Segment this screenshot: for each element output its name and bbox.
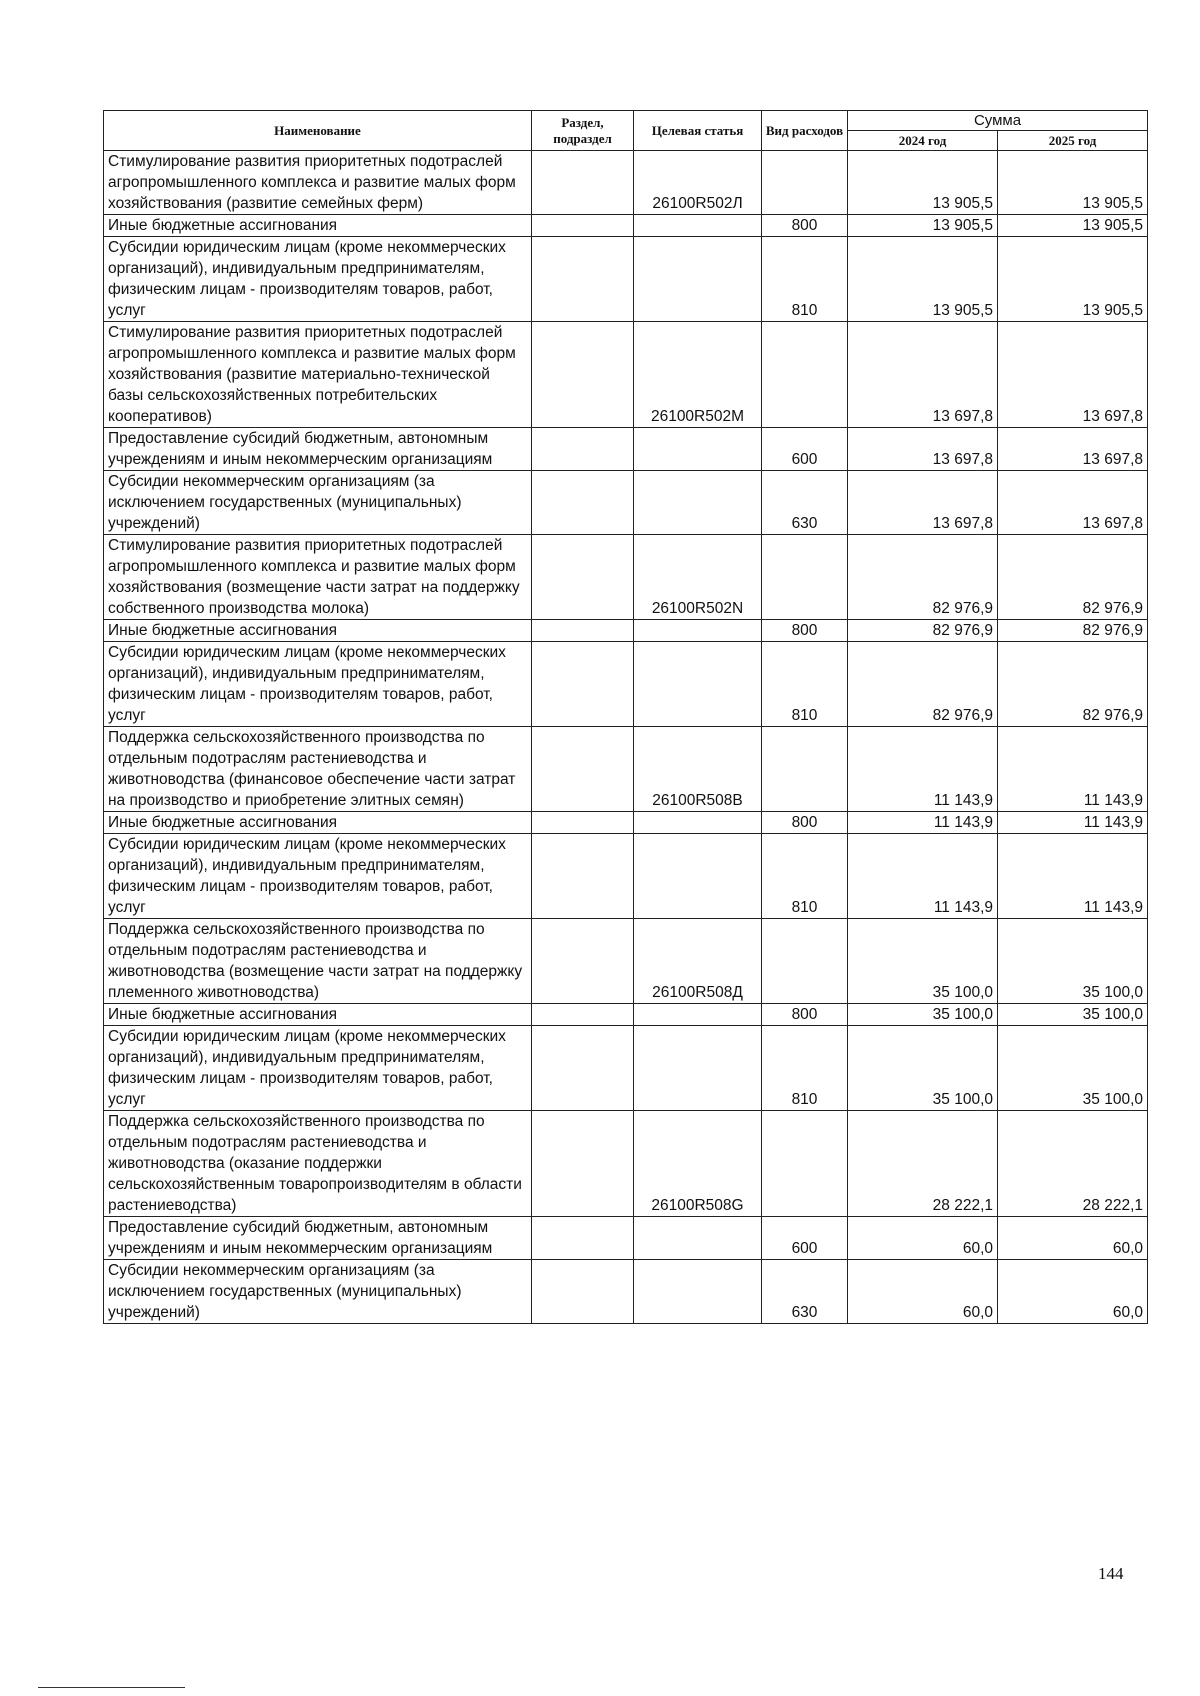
row-target-article: 26100R502М <box>634 322 762 428</box>
row-expense-type: 810 <box>762 237 848 322</box>
row-section <box>532 642 634 727</box>
row-target-article <box>634 620 762 642</box>
table-row <box>104 471 1148 535</box>
row-expense-type: 810 <box>762 1026 848 1111</box>
row-amount-2024: 82 976,9 <box>848 642 998 727</box>
row-name: Субсидии юридическим лицам (кроме некоммерческих организаций), индивидуальным предпринимателям, физическим лицам - производителям товаров, работ, услуг <box>104 1026 532 1111</box>
row-section <box>532 215 634 237</box>
row-amount-2025: 13 905,5 <box>998 215 1148 237</box>
table-header <box>104 111 1148 151</box>
row-target-article: 26100R508G <box>634 1111 762 1217</box>
row-name: Поддержка сельскохозяйственного производства по отдельным подотраслям растениеводства и животноводства (оказание поддержки сельскохозяйственным товаропроизводителям в области растениеводства) <box>104 1111 532 1217</box>
row-section <box>532 151 634 215</box>
row-target-article <box>634 834 762 919</box>
row-section <box>532 1004 634 1026</box>
row-target-article <box>634 642 762 727</box>
row-name: Субсидии некоммерческим организациям (за исключением государственных (муниципальных) учреждений) <box>104 471 532 535</box>
row-amount-2024: 82 976,9 <box>848 620 998 642</box>
row-expense-type <box>762 919 848 1004</box>
row-amount-2025: 11 143,9 <box>998 812 1148 834</box>
header-name: Наименование <box>104 111 532 151</box>
row-expense-type: 810 <box>762 834 848 919</box>
row-section <box>532 471 634 535</box>
row-name: Иные бюджетные ассигнования <box>104 215 532 237</box>
row-name: Предоставление субсидий бюджетным, автономным учреждениям и иным некоммерческим организациям <box>104 1217 532 1260</box>
row-section <box>532 237 634 322</box>
table-row <box>104 1111 1148 1217</box>
table-row <box>104 535 1148 620</box>
row-amount-2025: 28 222,1 <box>998 1111 1148 1217</box>
row-amount-2024: 13 697,8 <box>848 428 998 471</box>
header-sum: Сумма <box>848 111 1148 131</box>
table-row <box>104 642 1148 727</box>
row-target-article <box>634 428 762 471</box>
row-amount-2025: 60,0 <box>998 1260 1148 1324</box>
row-amount-2025: 82 976,9 <box>998 535 1148 620</box>
row-target-article: 26100R502Л <box>634 151 762 215</box>
row-amount-2024: 35 100,0 <box>848 919 998 1004</box>
row-target-article <box>634 812 762 834</box>
table-row <box>104 620 1148 642</box>
row-amount-2025: 13 905,5 <box>998 237 1148 322</box>
row-section <box>532 428 634 471</box>
row-section <box>532 535 634 620</box>
row-name: Иные бюджетные ассигнования <box>104 1004 532 1026</box>
row-expense-type <box>762 535 848 620</box>
row-amount-2024: 13 905,5 <box>848 237 998 322</box>
table-row <box>104 237 1148 322</box>
row-amount-2024: 13 697,8 <box>848 322 998 428</box>
row-target-article <box>634 1260 762 1324</box>
row-expense-type: 600 <box>762 1217 848 1260</box>
table-row <box>104 1026 1148 1111</box>
row-amount-2024: 35 100,0 <box>848 1004 998 1026</box>
row-expense-type <box>762 1111 848 1217</box>
row-amount-2025: 35 100,0 <box>998 919 1148 1004</box>
table-row <box>104 215 1148 237</box>
row-name: Стимулирование развития приоритетных подотраслей агропромышленного комплекса и развитие малых форм хозяйствования (развитие материально-технической базы сельскохозяйственных потребительских кооперативов) <box>104 322 532 428</box>
row-expense-type: 800 <box>762 812 848 834</box>
row-name: Поддержка сельскохозяйственного производства по отдельным подотраслям растениеводства и животноводства (финансовое обеспечение части затрат на производство и приобретение элитных семян) <box>104 727 532 812</box>
table-row <box>104 1260 1148 1324</box>
row-amount-2024: 28 222,1 <box>848 1111 998 1217</box>
row-expense-type <box>762 151 848 215</box>
row-amount-2024: 13 697,8 <box>848 471 998 535</box>
row-name: Поддержка сельскохозяйственного производства по отдельным подотраслям растениеводства и животноводства (возмещение части затрат на поддержку племенного животноводства) <box>104 919 532 1004</box>
row-amount-2025: 35 100,0 <box>998 1026 1148 1111</box>
row-name: Субсидии юридическим лицам (кроме некоммерческих организаций), индивидуальным предпринимателям, физическим лицам - производителям товаров, работ, услуг <box>104 642 532 727</box>
row-target-article <box>634 471 762 535</box>
row-amount-2025: 13 905,5 <box>998 151 1148 215</box>
row-target-article: 26100R502N <box>634 535 762 620</box>
budget-table <box>103 110 1148 1324</box>
header-year-2025: 2025 год <box>998 131 1148 151</box>
row-expense-type: 630 <box>762 1260 848 1324</box>
row-section <box>532 834 634 919</box>
row-name: Субсидии юридическим лицам (кроме некоммерческих организаций), индивидуальным предпринимателям, физическим лицам - производителям товаров, работ, услуг <box>104 237 532 322</box>
row-amount-2024: 11 143,9 <box>848 834 998 919</box>
table-row <box>104 727 1148 812</box>
row-amount-2024: 13 905,5 <box>848 151 998 215</box>
row-target-article <box>634 237 762 322</box>
row-expense-type <box>762 727 848 812</box>
row-target-article: 26100R508В <box>634 727 762 812</box>
row-amount-2025: 11 143,9 <box>998 727 1148 812</box>
row-target-article <box>634 1004 762 1026</box>
row-target-article <box>634 1217 762 1260</box>
row-amount-2024: 35 100,0 <box>848 1026 998 1111</box>
row-target-article: 26100R508Д <box>634 919 762 1004</box>
row-name: Предоставление субсидий бюджетным, автономным учреждениям и иным некоммерческим организациям <box>104 428 532 471</box>
row-expense-type <box>762 322 848 428</box>
page-number: 144 <box>1098 1564 1124 1583</box>
row-expense-type: 800 <box>762 1004 848 1026</box>
table-row <box>104 428 1148 471</box>
row-amount-2025: 60,0 <box>998 1217 1148 1260</box>
row-section <box>532 1217 634 1260</box>
row-amount-2024: 13 905,5 <box>848 215 998 237</box>
table-row <box>104 919 1148 1004</box>
row-amount-2025: 11 143,9 <box>998 834 1148 919</box>
row-name: Стимулирование развития приоритетных подотраслей агропромышленного комплекса и развитие малых форм хозяйствования (возмещение части затрат на поддержку собственного производства молока) <box>104 535 532 620</box>
row-amount-2024: 11 143,9 <box>848 727 998 812</box>
row-section <box>532 620 634 642</box>
row-name: Стимулирование развития приоритетных подотраслей агропромышленного комплекса и развитие малых форм хозяйствования (развитие семейных ферм) <box>104 151 532 215</box>
row-amount-2024: 11 143,9 <box>848 812 998 834</box>
header-target-article: Целевая статья <box>634 111 762 151</box>
row-section <box>532 812 634 834</box>
row-expense-type: 630 <box>762 471 848 535</box>
row-amount-2025: 13 697,8 <box>998 428 1148 471</box>
row-section <box>532 1026 634 1111</box>
row-amount-2025: 35 100,0 <box>998 1004 1148 1026</box>
row-name: Субсидии некоммерческим организациям (за исключением государственных (муниципальных) учреждений) <box>104 1260 532 1324</box>
row-amount-2025: 82 976,9 <box>998 642 1148 727</box>
row-section <box>532 1111 634 1217</box>
table-body <box>104 151 1148 1324</box>
table-row <box>104 151 1148 215</box>
table-row <box>104 812 1148 834</box>
row-expense-type: 600 <box>762 428 848 471</box>
table-row <box>104 834 1148 919</box>
row-expense-type: 800 <box>762 620 848 642</box>
row-expense-type: 800 <box>762 215 848 237</box>
row-section <box>532 1260 634 1324</box>
row-expense-type: 810 <box>762 642 848 727</box>
header-year-2024: 2024 год <box>848 131 998 151</box>
row-amount-2025: 82 976,9 <box>998 620 1148 642</box>
row-name: Субсидии юридическим лицам (кроме некоммерческих организаций), индивидуальным предпринимателям, физическим лицам - производителям товаров, работ, услуг <box>104 834 532 919</box>
table-row <box>104 1004 1148 1026</box>
table-row <box>104 1217 1148 1260</box>
row-amount-2024: 60,0 <box>848 1260 998 1324</box>
header-expense-type: Вид расходов <box>762 111 848 151</box>
footnote-rule <box>38 1687 185 1688</box>
row-amount-2024: 82 976,9 <box>848 535 998 620</box>
row-section <box>532 727 634 812</box>
row-amount-2025: 13 697,8 <box>998 322 1148 428</box>
row-name: Иные бюджетные ассигнования <box>104 812 532 834</box>
row-amount-2024: 60,0 <box>848 1217 998 1260</box>
row-section <box>532 919 634 1004</box>
row-target-article <box>634 215 762 237</box>
row-amount-2025: 13 697,8 <box>998 471 1148 535</box>
row-section <box>532 322 634 428</box>
table-row <box>104 322 1148 428</box>
row-name: Иные бюджетные ассигнования <box>104 620 532 642</box>
row-target-article <box>634 1026 762 1111</box>
header-section: Раздел, подраздел <box>532 111 634 151</box>
